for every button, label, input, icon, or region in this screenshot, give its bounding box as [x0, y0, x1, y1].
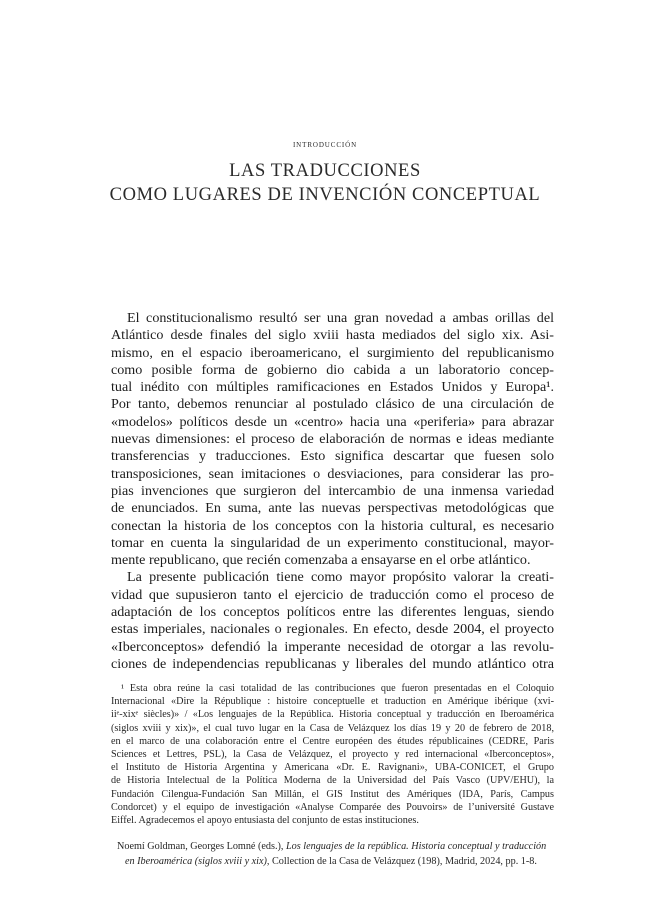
- citation-authors: Noemí Goldman, Georges Lomné (eds.),: [117, 841, 286, 852]
- citation-book-title-part2: en Iberoamérica (siglos xviii y xix),: [125, 856, 270, 867]
- body-line: estas imperiales, nacionales o regionales. En efecto, desde 2004, el proyecto: [111, 621, 554, 638]
- body-line: «Iberconceptos» defendió la imperante necesidad de otorgar a las revolu-: [111, 638, 554, 655]
- footnote-line: en el marco de una colaboración entre el Centre européen des études républicaines (CEDRE, Paris: [111, 735, 554, 747]
- section-kicker: introducción: [292, 139, 358, 150]
- footnote-line: de Historia Intelectual de la Política Moderna de la Universidad del País Vasco (UPV/EHU), la: [111, 775, 554, 787]
- body-line: pias invenciones que surgieron del intercambio de una inmensa variedad: [111, 482, 554, 499]
- body-line: tomar en cuenta la singularidad de un experimento constitucional, mayor-: [111, 534, 554, 551]
- body-line: Por tanto, debemos renunciar al postulado clásico de una circulación de: [111, 396, 554, 413]
- footnote-line: Sciences et Lettres, PSL), la Casa de Velázquez, el proyecto y red internacional «Iberconceptos»,: [111, 748, 554, 760]
- footnote-line: ¹ Esta obra reúne la casi totalidad de las contribuciones que fueron presentadas en el Coloquio: [121, 683, 554, 694]
- body-line: transposiciones, sean imitaciones o desviaciones, para considerar las pro-: [111, 465, 554, 482]
- chapter-title: [0, 159, 650, 207]
- body-line: mente republicano, que recién comenzaba a ensayarse en el orbe atlántico.: [111, 552, 531, 569]
- body-line: ciones de independencias republicanas y liberales del mundo atlántico otra: [111, 655, 554, 672]
- chapter-title-line-1: LAS TRADUCCIONES: [229, 161, 421, 181]
- body-line: de enunciados. En suma, ante las nuevas perspectivas metodológicas que: [111, 500, 554, 517]
- footnote-line: iiᵉ-xixᵉ siècles)» / «Los lenguajes de la República. Historia conceptual y traducción en Iberoamérica: [111, 709, 554, 721]
- footnote-line: Fundación Cilengua-Fundación San Millán, el GIS Institut des Amériques (IDA, París, Campus: [111, 788, 554, 800]
- body-line: vidad que supusieron tanto el ejercicio de traducción como el proceso de: [111, 586, 554, 603]
- body-line: El constitucionalismo resultó ser una gran novedad a ambas orillas del: [127, 310, 554, 326]
- body-line: como posible forma de gobierno dio cabida a un laboratorio concep-: [111, 361, 554, 378]
- citation-line-1: [111, 839, 554, 854]
- body-line: conectan la historia de los conceptos con la historia cultural, es necesario: [111, 517, 554, 534]
- footnote-line: Internacional «Dire la République : histoire conceptuelle et traduction en Amérique ibérique (xvi-: [111, 696, 554, 708]
- citation: [111, 839, 554, 869]
- body-line: adaptación de los conceptos políticos entre las diferentes lenguas, siendo: [111, 604, 554, 621]
- body-line: mismo, en el espacio iberoamericano, el surgimiento del republicanismo: [111, 344, 554, 361]
- citation-line-2: [111, 854, 554, 869]
- body-line: Atlántico desde finales del siglo xviii hasta mediados del siglo xix. Asi-: [111, 327, 554, 344]
- chapter-title-line-2: COMO LUGARES DE INVENCIÓN CONCEPTUAL: [109, 185, 541, 205]
- footnote: [111, 682, 554, 827]
- body-text: [111, 310, 554, 673]
- footnote-line: Eiffel. Agradecemos el apoyo entusiasta del conjunto de estas instituciones.: [111, 814, 419, 826]
- citation-book-title-part1: Los lenguajes de la república. Historia conceptual y traducción: [286, 841, 547, 852]
- footnote-line: (siglos xviii y xix)», el cual tuvo lugar en la Casa de Velázquez los días 19 y 20 de febrero de 2018,: [111, 722, 554, 734]
- footnote-line: el Instituto de Historia Argentina y Americana «Dr. E. Ravignani», UBA-CONICET, el Grupo: [111, 762, 554, 774]
- body-line: transferencias y traducciones. Esto significa descartar que fuesen solo: [111, 448, 554, 465]
- body-line: tual inédito con múltiples ramificaciones en Estados Unidos y Europa¹.: [111, 379, 554, 396]
- body-line: «modelos» políticos desde un «centro» hacia una «periferia» para abrazar: [111, 413, 554, 430]
- body-line: La presente publicación tiene como mayor propósito valorar la creati-: [127, 569, 554, 586]
- footnote-line: Condorcet) y el equipo de investigación «Analyse Comparée des Pouvoirs» de l’université Gustave: [111, 801, 554, 813]
- citation-publisher: Collection de la Casa de Velázquez (198), Madrid, 2024, pp. 1-8.: [269, 856, 537, 867]
- body-line: nuevas dimensiones: el proceso de elaboración de normas e ideas mediante: [111, 431, 554, 448]
